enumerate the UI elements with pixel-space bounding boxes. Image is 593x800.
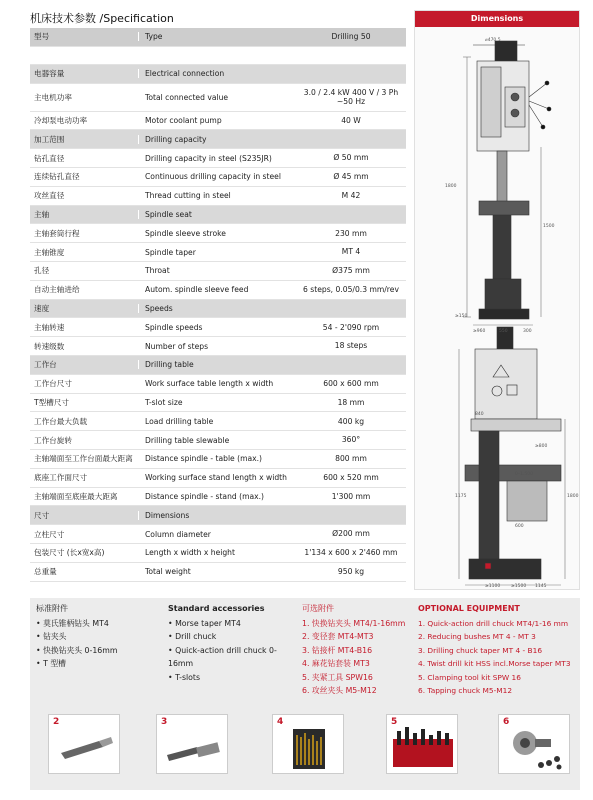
standard-accessories-en (168, 602, 298, 684)
accessory-thumbnails (42, 714, 572, 780)
spec-cell-en: Total weight (138, 567, 296, 576)
spec-cell-value: 600 x 600 mm (323, 378, 379, 388)
optional-equipment-en-item: 6. Tapping chuck M5-M12 (418, 686, 513, 695)
thumbnail-chuck-taper: 3 (156, 714, 228, 774)
accessories-section (30, 598, 580, 790)
standard-accessory-en-item: • Quick-action drill chuck 0-16mm (168, 644, 298, 671)
spec-cell-cn: 钻孔直径 (34, 153, 65, 163)
optional-en-title: OPTIONAL EQUIPMENT (418, 604, 520, 613)
spec-cell-cn: 主轴锥度 (34, 247, 65, 257)
dimensions-panel (414, 10, 580, 590)
spec-cell-value: 600 x 520 mm (323, 472, 379, 482)
spec-row (30, 149, 406, 168)
spec-table (30, 28, 406, 582)
side-dimension-label: 1800 (567, 494, 579, 499)
spec-row (30, 469, 406, 488)
spec-section-row (30, 65, 406, 84)
standard-cn-title: 标准附件 (36, 604, 68, 613)
spec-cell-cn: 自动主轴进给 (34, 285, 80, 295)
spec-row (30, 544, 406, 563)
page-title-en: /Specification (99, 12, 174, 25)
optional-cn-title: 可选附件 (302, 604, 334, 613)
side-dimension-label: 1175 (455, 494, 467, 499)
optional-equipment-en-item: 1. Quick-action drill chuck MT4/1-16 mm (418, 618, 569, 628)
spec-row (30, 375, 406, 394)
spec-cell-value: 1'134 x 600 x 2'460 mm (304, 548, 398, 558)
spec-row (30, 168, 406, 187)
spec-cell-cn: 转速级数 (34, 341, 65, 351)
standard-accessory-cn-item: • 莫氏锥柄钻头 MT4 (36, 617, 156, 631)
spec-cell-value: MT 4 (341, 247, 361, 257)
spec-cell-en: Total connected value (138, 93, 296, 102)
spec-cell-en: Distance spindle - stand (max.) (138, 492, 296, 501)
spec-cell-cn: 工作台 (34, 360, 57, 370)
spec-cell-en: Autom. spindle sleeve feed (138, 285, 296, 294)
spec-cell-value: 18 mm (337, 397, 365, 407)
reducing-bush-icon (49, 715, 121, 775)
spec-cell-en: Continuous drilling capacity in steel (138, 172, 296, 181)
spec-cell-cn: 总重量 (34, 567, 57, 577)
front-view-drawing (463, 41, 551, 325)
spec-cell-value: 40 W (341, 115, 361, 125)
optional-accessory-cn-item: 2. 变径套 MT4-MT3 (302, 632, 374, 641)
spec-cell-value: 3.0 / 2.4 kW 400 V / 3 Ph ~50 Hz (303, 87, 399, 107)
spec-row (30, 243, 406, 262)
spec-cell-cn: 工作台旋转 (34, 435, 72, 445)
spec-cell-en: T-slot size (138, 398, 296, 407)
optional-accessory-cn-item: 3. 钻接杆 MT4-B16 (302, 645, 373, 655)
spec-cell-en: Motor coolant pump (138, 116, 296, 125)
spec-row (30, 525, 406, 544)
page-title (30, 10, 174, 26)
spec-cell-en: Spindle seat (138, 210, 296, 219)
spec-cell-cn: 电器容量 (34, 69, 65, 79)
side-dimension-label: 600 (515, 524, 524, 529)
front-dimension-label: ≥150 (455, 314, 468, 319)
standard-accessory-en-item: • Drill chuck (168, 630, 298, 644)
spec-cell-cn: 工作台尺寸 (34, 379, 72, 389)
spec-row (30, 394, 406, 413)
spec-cell-value: Ø200 mm (332, 529, 370, 539)
spec-header-en: Type (138, 32, 296, 41)
spec-cell-cn: 主轴转速 (34, 322, 65, 332)
spec-row (30, 488, 406, 507)
spec-cell-en: Spindle sleeve stroke (138, 229, 296, 238)
spec-cell-en: Drilling table (138, 360, 296, 369)
spec-cell-cn: 底座工作面尺寸 (34, 473, 88, 483)
spec-cell-en: Throat (138, 266, 296, 275)
side-dimension-label: ≥1100 (485, 584, 501, 589)
dimensions-header: Dimensions (415, 11, 579, 27)
spec-cell-cn: 主轴 (34, 209, 50, 219)
spec-spacer (30, 47, 406, 65)
spec-cell-en: Drilling capacity in steel (S235JR) (138, 154, 296, 163)
standard-en-title: Standard accessories (168, 604, 265, 613)
thumbnail-tapping-chuck: 6 (498, 714, 570, 774)
spec-cell-cn: 连续钻孔直径 (34, 172, 80, 182)
optional-accessories-cn (302, 602, 417, 698)
optional-accessory-cn-item: 4. 麻花钻套装 MT3 (302, 659, 370, 668)
standard-accessory-en-item: • T-slots (168, 671, 298, 685)
thumbnail-drill-kit: 4 (272, 714, 344, 774)
spec-section-row (30, 300, 406, 319)
spec-row (30, 450, 406, 469)
spec-cell-value: 950 kg (337, 566, 365, 576)
spec-cell-value: 6 steps, 0.05/0.3 mm/rev (303, 284, 399, 294)
spec-section-row (30, 206, 406, 225)
standard-accessory-en-item: • Morse taper MT4 (168, 617, 298, 631)
spec-cell-value: M 42 (341, 190, 361, 200)
clamping-kit-icon (387, 715, 459, 775)
spec-cell-cn: 孔径 (34, 266, 50, 276)
spec-cell-cn: 攻丝直径 (34, 191, 65, 201)
spec-cell-value: Ø 50 mm (333, 153, 369, 163)
tapping-chuck-icon (499, 715, 571, 775)
spec-section-row (30, 356, 406, 375)
spec-cell-en: Spindle speeds (138, 323, 296, 332)
spec-cell-en: Number of steps (138, 342, 296, 351)
optional-equipment-en-item: 5. Clamping tool kit SPW 16 (418, 672, 521, 682)
side-dimension-label: ≥1500 (511, 584, 527, 589)
spec-cell-en: Column diameter (138, 530, 296, 539)
spec-header-row (30, 28, 406, 47)
spec-cell-cn: 速度 (34, 303, 50, 313)
spec-section-row (30, 506, 406, 525)
optional-accessory-cn-item: 5. 夹紧工具 SPW16 (302, 672, 373, 682)
spec-row (30, 318, 406, 337)
standard-accessory-cn-item: • 钻夹头 (36, 630, 156, 644)
spec-cell-cn: 加工范围 (34, 134, 65, 144)
thumbnail-clamping-kit: 5 (386, 714, 458, 774)
chuck-taper-icon (157, 715, 229, 775)
drill-kit-icon (273, 715, 345, 775)
spec-cell-cn: 主电机功率 (34, 92, 72, 102)
spec-cell-cn: 尺寸 (34, 510, 50, 520)
spec-cell-en: Dimensions (138, 511, 296, 520)
thumbnail-reducing-bush: 2 (48, 714, 120, 774)
spec-row (30, 563, 406, 582)
spec-cell-value: 230 mm (335, 228, 367, 238)
dimension-drawings (415, 27, 579, 589)
spec-cell-en: Drilling capacity (138, 135, 296, 144)
spec-cell-cn: 冷却泵电动功率 (34, 115, 88, 125)
optional-accessory-cn-item: 6. 攻丝夹头 M5-M12 (302, 686, 377, 695)
standard-accessory-cn-item: • T 型槽 (36, 657, 156, 671)
optional-equipment-en-item: 3. Drilling chuck taper MT 4 - B16 (418, 645, 543, 655)
side-dimension-label: 840 (475, 412, 484, 417)
front-dimension-label: 300 (523, 329, 532, 334)
side-dimension-label: ≥800 (535, 444, 548, 449)
spec-row (30, 84, 406, 112)
spec-cell-en: Work surface table length x width (138, 379, 296, 388)
spec-cell-en: Load drilling table (138, 417, 296, 426)
spec-cell-en: Electrical connection (138, 69, 296, 78)
standard-accessory-cn-item: • 快换钻夹头 0-16mm (36, 644, 156, 658)
spec-cell-cn: 工作台最大负载 (34, 416, 88, 426)
spec-row (30, 337, 406, 356)
page-title-cn: 机床技术参数 (30, 12, 96, 25)
spec-row (30, 412, 406, 431)
side-dimension-label: 1145 (535, 584, 547, 589)
spec-row (30, 431, 406, 450)
front-dimension-label: 1500 (543, 224, 555, 229)
spec-row (30, 112, 406, 131)
spec-section-row (30, 130, 406, 149)
front-dimension-label: 1800 (445, 184, 457, 189)
spec-cell-value: 18 steps (334, 341, 368, 351)
spec-cell-cn: 包装尺寸 (长x宽x高) (34, 548, 105, 558)
spec-cell-en: Thread cutting in steel (138, 191, 296, 200)
spec-header-value: Drilling 50 (331, 32, 371, 42)
spec-row (30, 224, 406, 243)
spec-cell-cn: 主轴端面至工作台面最大距离 (34, 454, 133, 464)
optional-equipment-en-item: 2. Reducing bushes MT 4 - MT 3 (418, 632, 536, 641)
spec-cell-value: 400 kg (337, 416, 365, 426)
spec-row (30, 187, 406, 206)
spec-cell-cn: 立柱尺寸 (34, 529, 65, 539)
spec-cell-en: Working surface stand length x width (138, 473, 296, 482)
spec-cell-en: Length x width x height (138, 548, 296, 557)
spec-cell-value: 800 mm (335, 454, 367, 464)
front-dimension-label: ⌀470.5 (485, 38, 501, 43)
optional-accessory-cn-item: 1. 快换钻夹头 MT4/1-16mm (302, 618, 406, 628)
spec-header-cn: 型号 (34, 32, 50, 42)
front-dimension-label: 550 (499, 329, 508, 334)
spec-cell-value: 360° (341, 435, 361, 445)
optional-equipment-en-item: 4. Twist drill kit HSS incl.Morse taper MT3 (418, 659, 571, 668)
spec-row (30, 262, 406, 281)
spec-cell-value: Ø375 mm (332, 266, 370, 276)
spec-cell-cn: 主轴套筒行程 (34, 228, 80, 238)
spec-cell-cn: T型槽尺寸 (34, 397, 70, 407)
spec-cell-en: Spindle taper (138, 248, 296, 257)
spec-cell-cn: 主轴端面至底座最大距离 (34, 491, 118, 501)
optional-equipment-en (418, 602, 580, 698)
spec-cell-en: Distance spindle - table (max.) (138, 454, 296, 463)
spec-cell-value: 1'300 mm (331, 491, 371, 501)
spec-row (30, 281, 406, 300)
standard-accessories-cn (36, 602, 156, 671)
spec-cell-en: Drilling table slewable (138, 436, 296, 445)
spec-cell-en: Speeds (138, 304, 296, 313)
spec-cell-value: Ø 45 mm (333, 172, 369, 182)
side-view-drawing (459, 327, 565, 585)
side-dimension-label: 0–1.500 (515, 472, 533, 477)
spec-cell-value: 54 - 2'090 rpm (322, 322, 380, 332)
front-dimension-label: ≥960 (473, 329, 486, 334)
